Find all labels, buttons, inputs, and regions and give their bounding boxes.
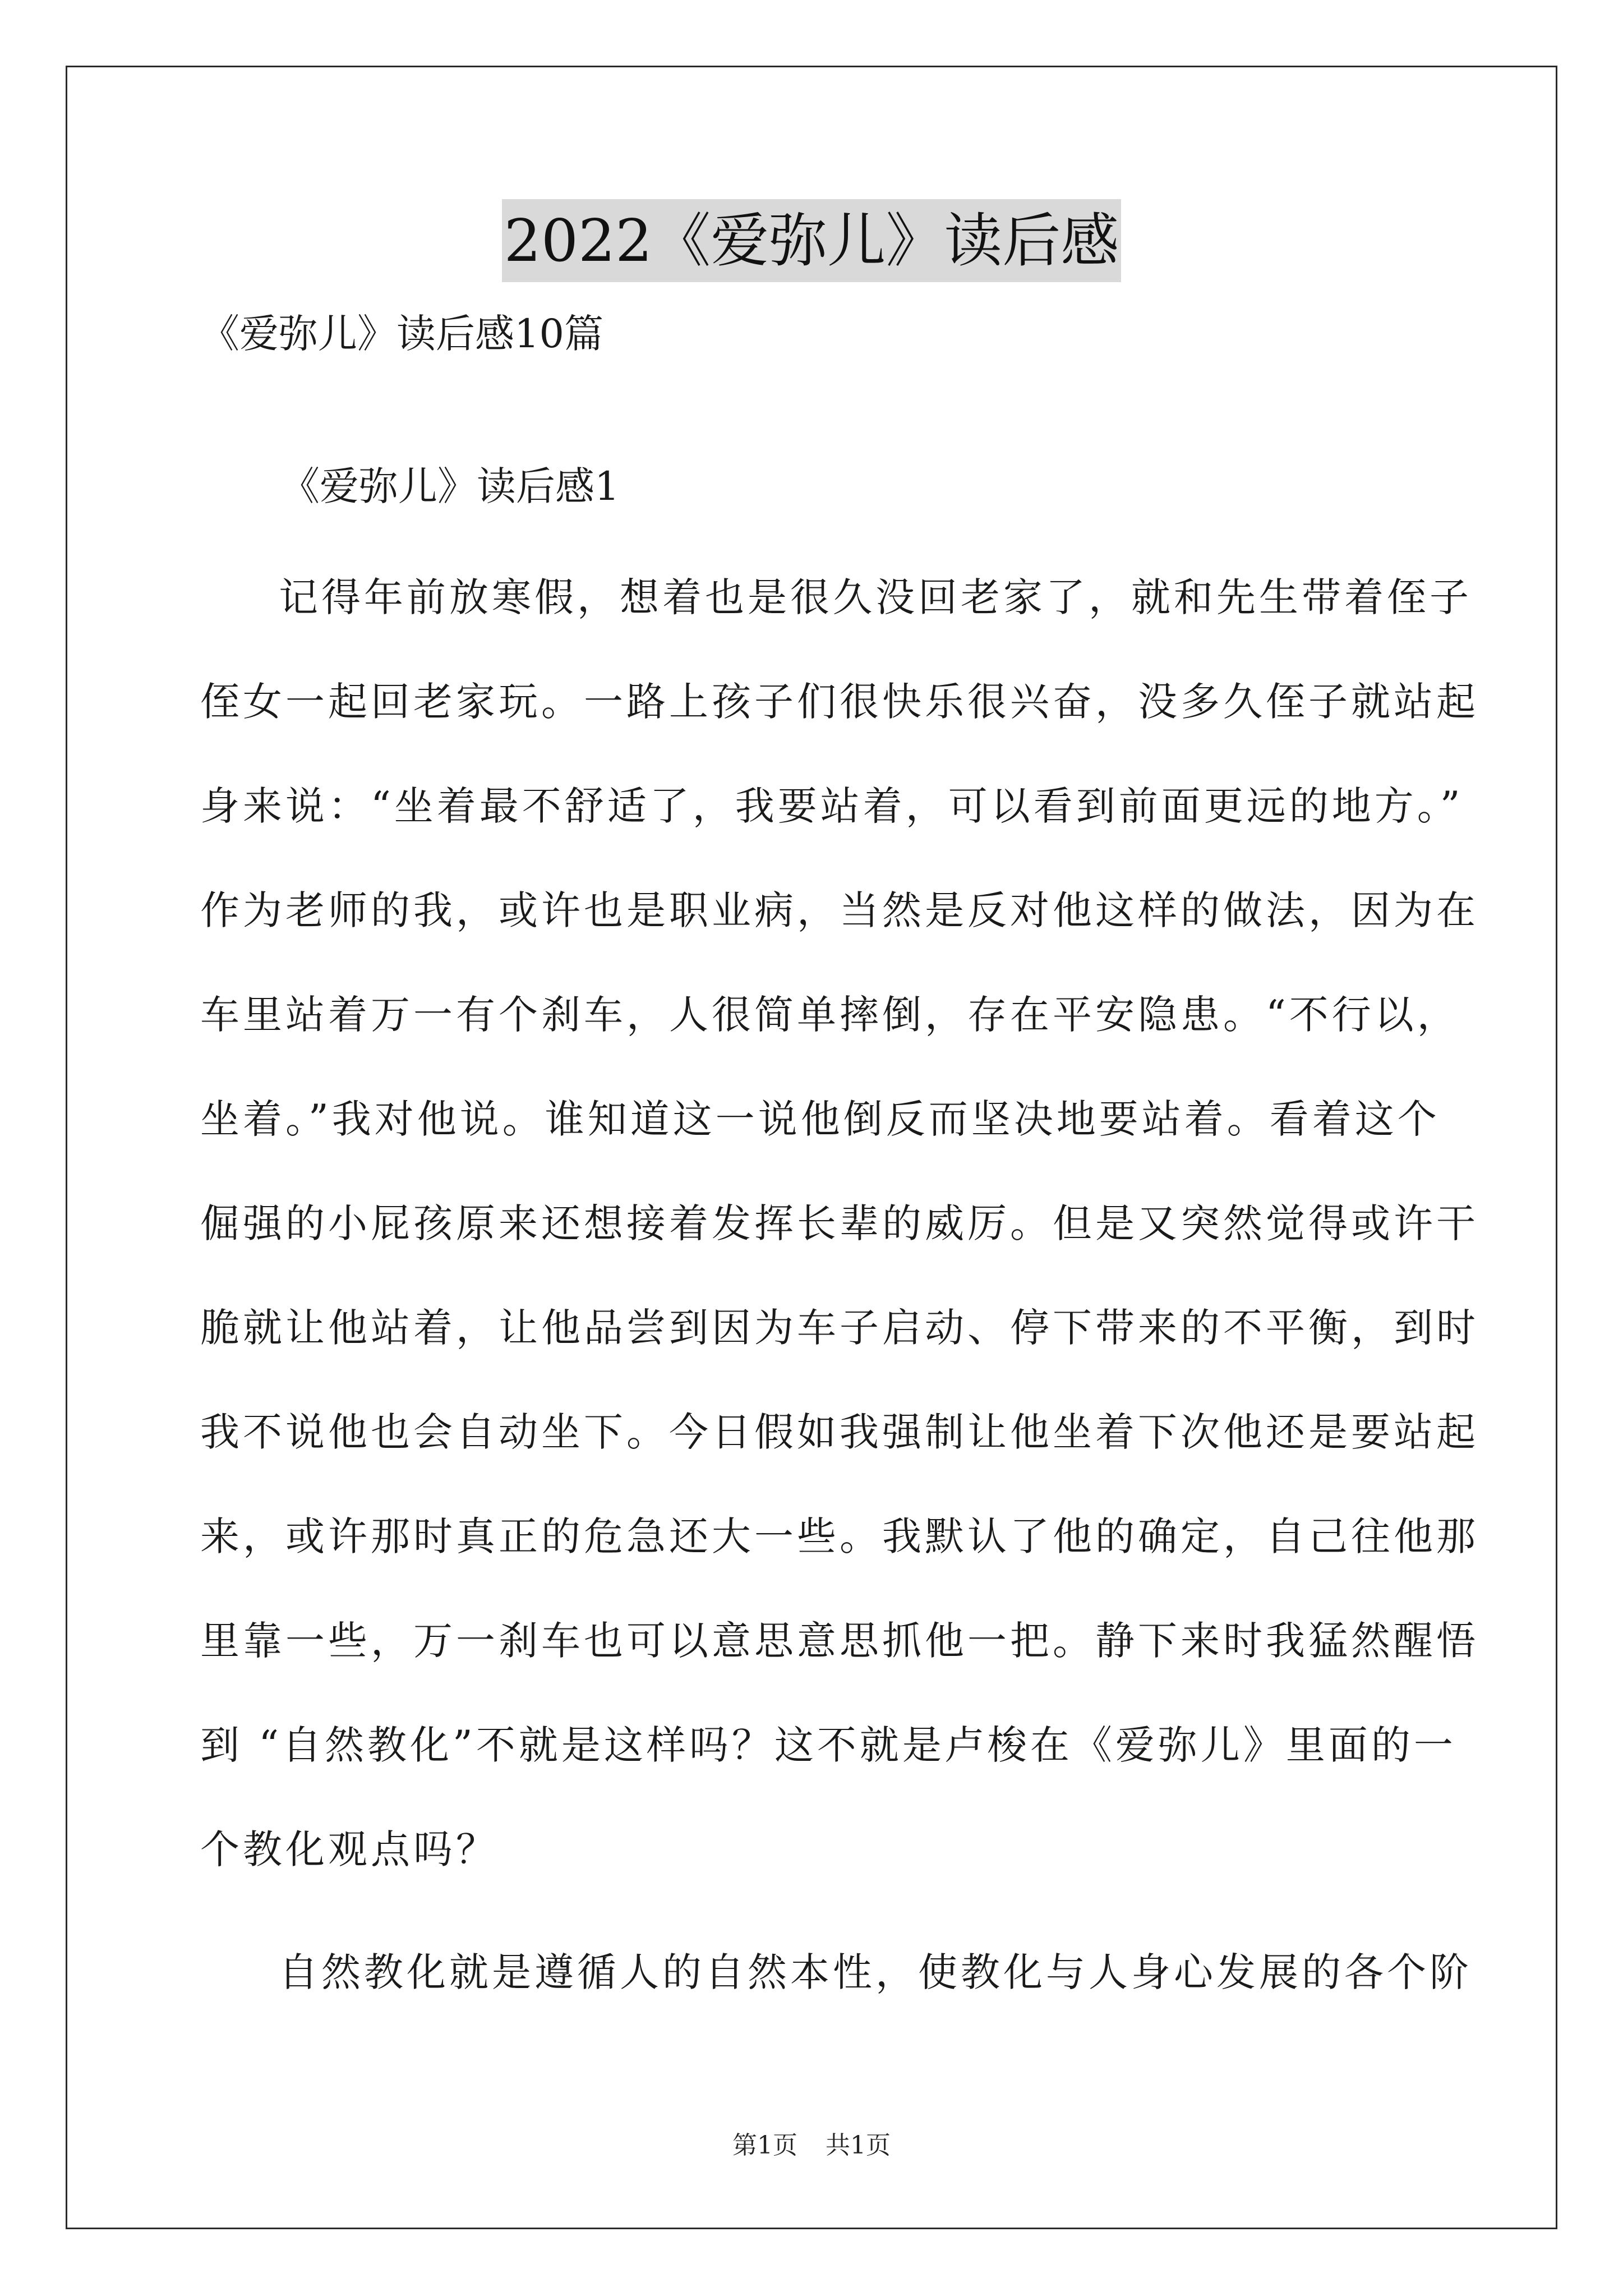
text-line: 到 “自然教化”不就是这样吗？这不就是卢梭在《爱弥儿》里面的一 xyxy=(200,1722,1456,1768)
text-line: 来，或许那时真正的危急还大一些。我默认了他的确定，自己往他那 xyxy=(200,1513,1479,1559)
document-title: 2022《爱弥儿》读后感 xyxy=(502,199,1122,282)
text-line: 我不说他也会自动坐下。今日假如我强制让他坐着下次他还是要站起 xyxy=(200,1409,1479,1455)
text-line: 坐着。”我对他说。谁知道这一说他倒反而坚决地要站着。看着这个 xyxy=(200,1096,1440,1142)
text-line: 作为老师的我，或许也是职业病，当然是反对他这样的做法，因为在 xyxy=(200,887,1479,933)
text-line: 倔强的小屁孩原来还想接着发挥长辈的威厉。但是又突然觉得或许干 xyxy=(200,1200,1479,1246)
text-line: 自然教化就是遵循人的自然本性，使教化与人身心发展的各个阶 xyxy=(279,1949,1472,1995)
page-number-total: 共1页 xyxy=(826,2131,891,2160)
text-line: 脆就让他站着，让他品尝到因为车子启动、停下带来的不平衡，到时 xyxy=(200,1305,1479,1351)
paragraph-2 xyxy=(200,1949,1472,2057)
text-line: 里靠一些，万一刹车也可以意思意思抓他一把。静下来时我猛然醒悟 xyxy=(200,1618,1479,1664)
text-line: 个教化观点吗？ xyxy=(200,1826,499,1872)
text-line: 记得年前放寒假，想着也是很久没回老家了，就和先生带着侄子 xyxy=(279,574,1472,620)
text-line: 侄女一起回老家玩。一路上孩子们很快乐很兴奋，没多久侄子就站起 xyxy=(200,679,1479,725)
document-subtitle: 《爱弥儿》读后感10篇 xyxy=(200,311,604,357)
section-heading: 《爱弥儿》读后感1 xyxy=(280,463,620,509)
text-line: 身来说：“坐着最不舒适了，我要站着，可以看到前面更远的地方。” xyxy=(200,783,1464,829)
page-number-current: 第1页 xyxy=(732,2131,797,2160)
text-line: 车里站着万一有个刹车，人很简单摔倒，存在平安隐患。“不行以， xyxy=(200,992,1460,1038)
page-footer xyxy=(0,2129,1623,2162)
title-container xyxy=(0,199,1623,282)
paragraph-1 xyxy=(200,574,1479,1934)
